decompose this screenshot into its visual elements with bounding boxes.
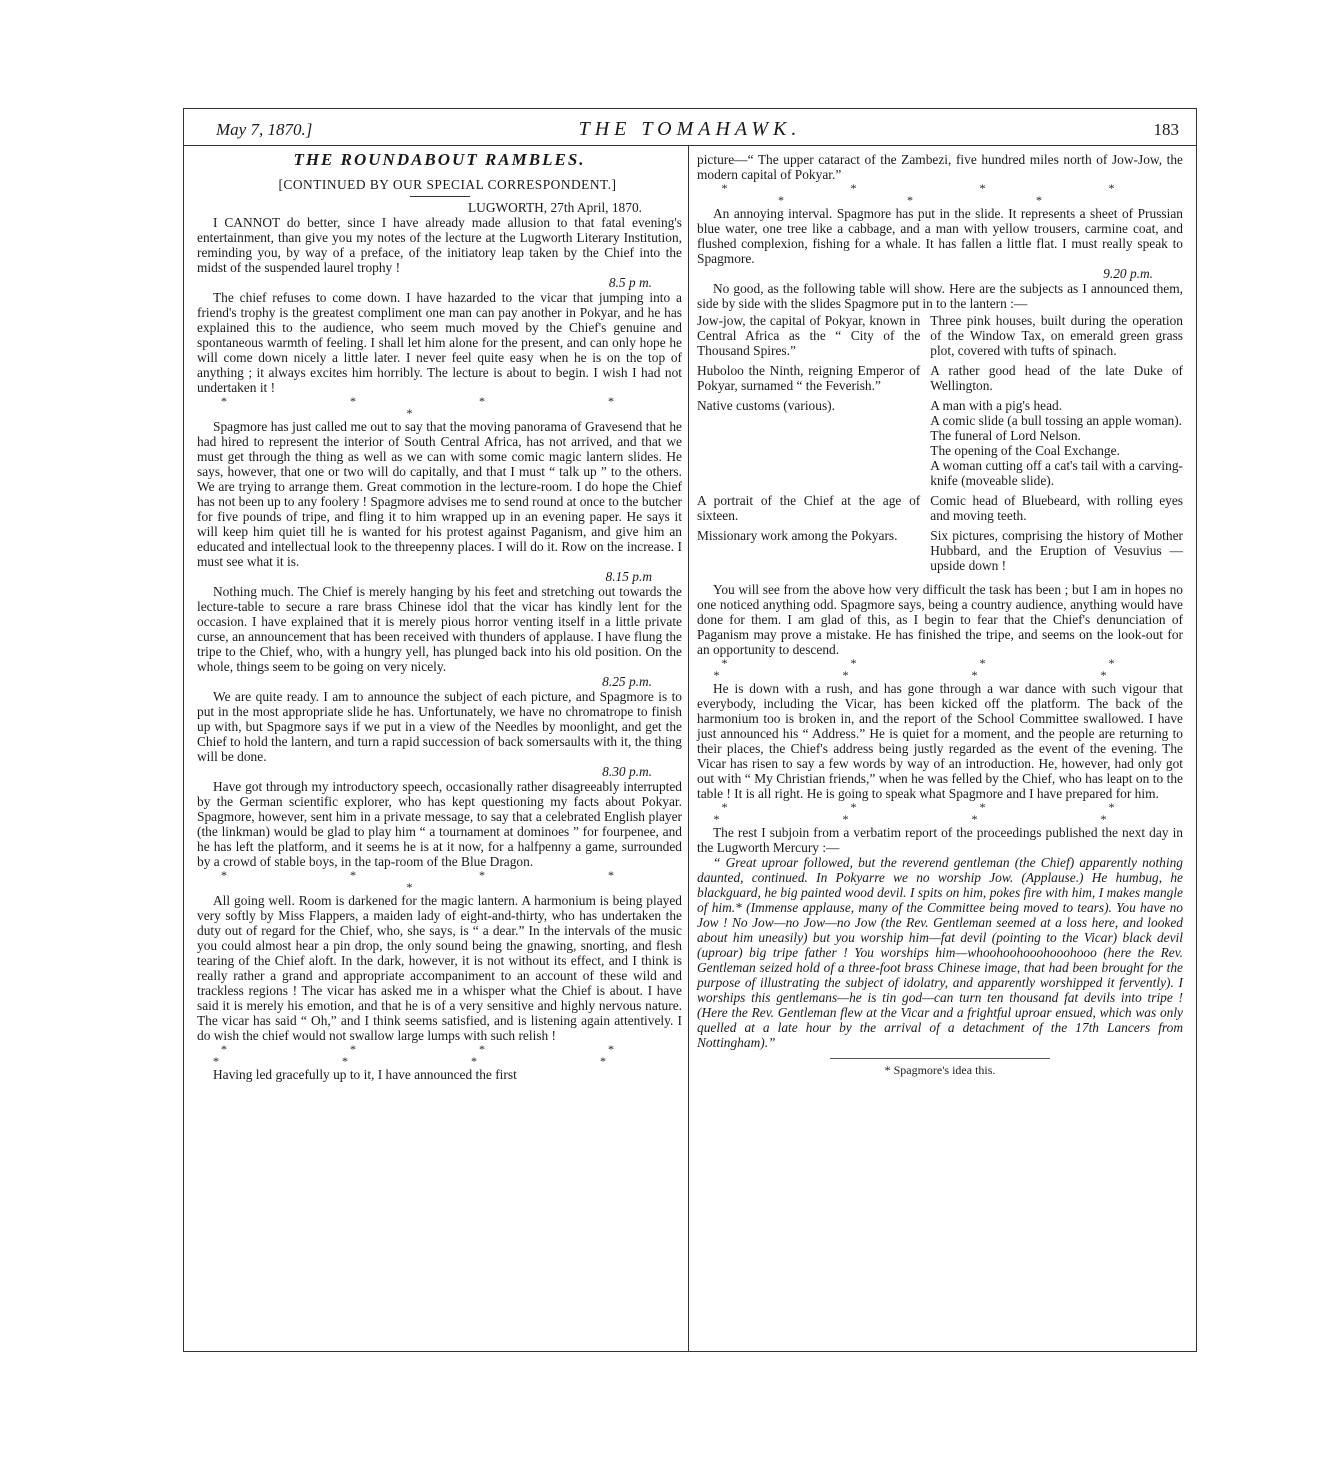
time-stamp: 8.25 p.m. xyxy=(602,674,652,689)
announced-subject: Missionary work among the Pokyars. xyxy=(697,528,898,543)
column-divider xyxy=(688,145,689,1352)
section-break: * * * * * * * * xyxy=(713,800,1175,826)
quoted-report: “ Great uproar followed, but the reverend gentleman (the Chief) apparently nothing daunted, continued. In Pokyarre we no worship Jow. (Applause.) He humbug, he blackguard, he big painted wood devil. I spits on him, pokes fire with him, I makes mangle of him.* (Immense applause, many of the Committee being moved to tears). You have no Jow ! No Jow—no Jow—no Jow (the Rev. Gentleman seemed at a loss here, and looked about him uneasily) but you worship him—fat devil (pointing to the Vicar) black devil (uproar) big tripe father ! You worships him—whoohoohooohooohooo (here the Rev. Gentleman seized hold of a three-foot brass Chinese image, that had been brought for the purpose of illustrating the subject of idolatry, and apparently worshipped it fervently). I worships this gentlemans—he is tin god—can turn ten thousand fat devils into tripe ! (Here the Rev. Gentleman flew at the Vicar and a frightful uproar ensued, which was only quelled at a late hour by the arrival of a detachment of the 17th Lancers from Nottingham).” xyxy=(697,855,1183,1050)
paragraph: He is down with a rush, and has gone through a war dance with such vigour that everybody, including the Vicar, has been kicked off the platform. The back of the harmonium too is broken in, and the report of the School Committee swallowed. I have just announced his “ Address.” He is quiet for a moment, and the people are returning to their places, the Chief's address being justly regarded as the event of the evening. The Vicar has risen to say a few words by way of an introduction. He, however, had only got out with “ My Christian friends,” when he was felled by the Chief, who has leapt on to the table ! It is all right. He is going to speak what Spagmore and I have prepared for him. xyxy=(697,681,1183,801)
slide-shown: Three pink houses, built during the operation of the Window Tax, on emerald green grass plot, covered with tufts of spinach. xyxy=(930,313,1183,358)
right-column xyxy=(697,152,1183,1078)
footnote: * Spagmore's idea this. xyxy=(830,1058,1050,1078)
paragraph: We are quite ready. I am to announce the subject of each picture, and Spagmore is to put in the most appropriate slide he has. Unfortunately, we have no chromatrope to finish up with, but Spagmore says if we put in a view of the Needles by moonlight, and get the Chief to hold the lantern, and turn a rapid succession of back somersaults with it, the thing will be done. xyxy=(197,689,682,764)
paragraph: I CANNOT do better, since I have already made allusion to that fatal evening's entertainment, than give you my notes of the lecture at the Lugworth Literary Institution, reminding you, by way of a preface, of the initiatory leap taken by the Chief into the midst of the suspended laurel trophy ! xyxy=(197,215,682,275)
slide-shown: A rather good head of the late Duke of Wellington. xyxy=(930,363,1183,393)
masthead-title: THE TOMAHAWK. xyxy=(578,118,802,140)
left-frame xyxy=(183,108,184,1352)
section-break: * * * * * * * xyxy=(721,181,1175,207)
slide-shown: Six pictures, comprising the history of Mother Hubbard, and the Eruption of Vesuvius —upside down ! xyxy=(930,528,1183,573)
paragraph: Nothing much. The Chief is merely hanging by his feet and stretching out towards the lecture-table to secure a rare brass Chinese idol that the vicar has kindly lent for the occasion. I have explained that it is merely pious horror venting itself in a little private curse, an announcement that has been received with thunders of applause. I have flung the tripe to the Chief, who, with a hungry yell, has plunged back into his old position. On the whole, things seem to be going on very nicely. xyxy=(197,584,682,674)
time-stamp: 9.20 p.m. xyxy=(1103,266,1153,281)
paragraph: You will see from the above how very difficult the task has been ; but I am in hopes no one noticed anything odd. Spagmore says, being a country audience, anything would have done for them. I am glad of this, as I begin to fear that the Chief's denunciation of Paganism may prove a mistake. He has finished the tripe, and seems on the look-out for an opportunity to descend. xyxy=(697,582,1183,657)
right-frame xyxy=(1196,108,1197,1352)
newspaper-page xyxy=(183,108,1197,1352)
time-stamp: 8.15 p.m xyxy=(605,569,652,584)
table-row xyxy=(697,363,1183,398)
paragraph: The rest I subjoin from a verbatim report of the proceedings published the next day in the Lugworth Mercury :— xyxy=(697,825,1183,855)
table-row xyxy=(697,493,1183,528)
announced-subject: A portrait of the Chief at the age of sixteen. xyxy=(697,493,921,523)
table-row xyxy=(697,313,1183,363)
paragraph: An annoying interval. Spagmore has put in the slide. It represents a sheet of Prussian blue water, one tree like a cabbage, and a man with yellow trousers, carmine coat, and flushed complexion, fishing for a whale. It has fallen a little flat. I must really speak to Spagmore. xyxy=(697,206,1183,266)
time-stamp: 8.30 p.m. xyxy=(602,764,652,779)
paragraph: Spagmore has just called me out to say that the moving panorama of Gravesend that he had hired to represent the interior of South Central Africa, has not arrived, and that we must get through the thing as well as we can with some comic magic lantern slides. He says, however, that one or two will do capitally, and that I must “ talk up ” to the others. We are trying to arrange them. Great commotion in the lecture-room. I do hope the Chief has not been up to any foolery ! Spagmore advises me to send round at once to the butcher for five pounds of tripe, and fling it to him wrapped up in an evening paper. He says it will keep him quiet till he is wanted for his protest against Paganism, and give him an educated and intellectual look to the threepenny places. I will do it. Row on the increase. I must see what it is. xyxy=(197,419,682,569)
dateline: LUGWORTH, 27th April, 1870. xyxy=(467,200,642,215)
issue-date: May 7, 1870.] xyxy=(216,120,313,139)
header-rule xyxy=(183,145,1197,146)
announced-subject: Jow-jow, the capital of Pokyar, known in Central Africa as the “ City of the Thousand Spires.” xyxy=(697,313,921,358)
slide-shown: A man with a pig's head. A comic slide (a bull tossing an apple woman). The funeral of Lord Nelson. The opening of the Coal Exchange. A woman cutting off a cat's tail with a carving-knife (moveable slide). xyxy=(930,398,1183,488)
section-break: * * * * * xyxy=(221,868,674,894)
announced-subject: Huboloo the Ninth, reigning Emperor of Pokyar, surnamed “ the Feverish.” xyxy=(697,363,921,393)
paragraph: The chief refuses to come down. I have hazarded to the vicar that jumping into a friend's trophy is the greatest compliment one man can pay another in Pokyar, and he has explained this to the audience, who seem much moved by the Chief's genuine and spontaneous warmth of feeling. I shall let him alone for the present, and can only hope he will come down nicely a little later. I never feel quite easy when he is on the top of anything ; it always excites him horribly. The lecture is about to begin. I wish I had not undertaken it ! xyxy=(197,290,682,395)
table-row xyxy=(697,528,1183,578)
section-break: * * * * * xyxy=(221,394,674,420)
page-number: 183 xyxy=(1153,120,1179,139)
bottom-rule xyxy=(183,1351,1197,1352)
subjects-table xyxy=(697,313,1183,578)
section-break: * * * * * * * * xyxy=(713,656,1175,682)
paragraph: picture—“ The upper cataract of the Zambezi, five hundred miles north of Jow-Jow, the modern capital of Pokyar.” xyxy=(697,152,1183,182)
article-subtitle: [CONTINUED BY OUR SPECIAL CORRESPONDENT.] xyxy=(278,177,617,192)
time-stamp: 8.5 p m. xyxy=(608,275,652,290)
left-column xyxy=(197,152,682,1082)
paragraph: Have got through my introductory speech, occasionally rather disagreeably interrupted by the German scientific explorer, who has kept questioning my facts about Pokyar. Spagmore, however, sent him in a private message, to say that a celebrated English player (the linkman) would be glad to play him “ a tournament at dominoes ” for fourpenee, and he has left the platform, and it seems he is at it now, for a halfpenny a game, surrounded by a crowd of stable boys, in the tap-room of the Blue Dragon. xyxy=(197,779,682,869)
paragraph: No good, as the following table will show. Here are the subjects as I announced them, side by side with the slides Spagmore put in to the lantern :— xyxy=(697,281,1183,311)
paragraph: All going well. Room is darkened for the magic lantern. A harmonium is being played very softly by Miss Flappers, a maiden lady of eight-and-thirty, who has undertaken the duty out of regard for the Chief, who, she says, is “ a dear.” In the intervals of the music you could almost hear a pin drop, the only sound being the gnawing, snorting, and flesh tearing of the Chief aloft. In the dark, however, it is not without its effect, and I think is really rather a grand and appropriate accompaniment to an account of these wild and trackless regions ! The vicar has asked me in a whisper what the Chief is about. I have said it is merely his emotion, and that he is of a very sensitive and highly nervous nature. The vicar has said “ Oh,” and I think seems satisfied, and is listening again attentively. I do wish the chief would not swallow large lumps with such relish ! xyxy=(197,893,682,1043)
slide-shown: Comic head of Bluebeard, with rolling eyes and moving teeth. xyxy=(930,493,1183,523)
article-title: THE ROUNDABOUT RAMBLES. xyxy=(293,150,586,169)
top-rule xyxy=(183,108,1197,109)
table-row xyxy=(697,398,1183,493)
paragraph: Having led gracefully up to it, I have announced the first xyxy=(213,1067,517,1082)
section-break: * * * * * * * * xyxy=(213,1042,674,1068)
title-rule xyxy=(410,196,470,197)
announced-subject: Native customs (various). xyxy=(697,398,835,413)
